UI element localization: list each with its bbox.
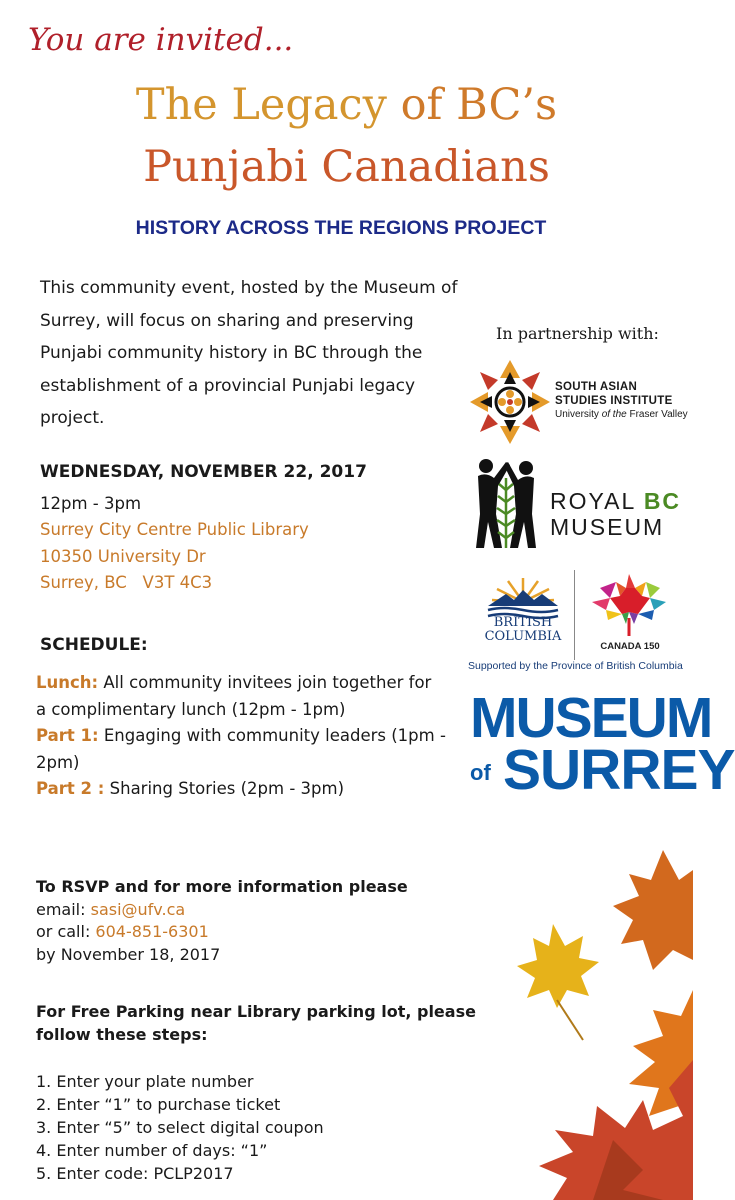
sasi-line2: STUDIES INSTITUTE [555,395,673,407]
title-line1-a: The Legacy [135,80,387,130]
parking-heading: For Free Parking near Library parking lot, please follow these steps: [36,1002,476,1044]
sasi-line3 [555,408,695,421]
british-columbia-sun-icon [484,576,562,620]
sasi-line3-b: of the [601,409,627,420]
sasi-logo-icon [468,358,552,446]
parking-step: 4. Enter number of days: “1” [36,1141,268,1160]
schedule-item-lunch [36,670,446,723]
phone-label: or call: [36,922,96,941]
event-time: 12pm - 3pm [40,494,142,513]
rbcm-museum: MUSEUM [550,514,665,540]
phone-link[interactable]: 604-851-6301 [95,922,209,941]
partnership-heading: In partnership with: [496,324,659,343]
logo-divider [574,570,575,660]
canada-150-label: CANADA 150 [600,641,660,652]
canada-150-leaf-icon [590,572,668,638]
sasi-line3-c: Fraser Valley [626,409,688,420]
schedule-item-part2 [36,776,446,803]
autumn-leaves-decoration [493,840,693,1200]
royal-bc-museum-figures-icon [472,456,540,551]
parking-step: 3. Enter “5” to select digital coupon [36,1118,324,1137]
bc-line2: COLUMBIA [484,629,562,644]
parking-steps [36,1070,476,1185]
bc-line1: BRITISH [493,615,553,630]
schedule-heading: SCHEDULE: [40,635,148,655]
venue-address: 10350 University Dr [40,546,206,566]
project-subtitle: HISTORY ACROSS THE REGIONS PROJECT [135,217,547,239]
schedule-label: Lunch: [36,673,99,692]
museum-of-surrey-of: of [470,760,491,785]
rsvp-phone-line [36,921,506,944]
schedule-list [36,670,446,803]
email-link[interactable]: sasi@ufv.ca [90,899,186,919]
royal-bc-museum-wordmark [550,488,681,540]
rsvp-email-line [36,899,506,922]
venue-city: Surrey, BC V3T 4C3 [40,573,213,592]
parking-step: 5. Enter code: PCLP2017 [36,1164,234,1183]
email-label: email: [36,899,91,919]
rbcm-royal: ROYAL [550,488,644,514]
schedule-text: Sharing Stories (2pm - 3pm) [104,779,345,798]
parking-step: 2. Enter “1” to purchase ticket [36,1095,281,1114]
title-line1-b: of BC’s [400,80,558,130]
schedule-label: Part 1: [36,726,99,745]
parking-heading-block [36,1000,506,1046]
event-date: WEDNESDAY, NOVEMBER 22, 2017 [40,462,367,482]
rbcm-line1 [550,488,681,514]
rsvp-deadline: by November 18, 2017 [36,944,221,964]
rsvp-heading: To RSVP and for more information please [36,877,408,896]
british-columbia-wordmark [468,616,578,644]
parking-step: 1. Enter your plate number [36,1072,254,1091]
event-location [40,517,309,597]
museum-of-surrey-line1: MUSEUM [470,686,712,750]
invitation-heading: You are invited... [28,22,294,58]
event-title [0,74,693,198]
rbcm-bc: BC [643,488,682,514]
sasi-wordmark [555,380,695,421]
rsvp-section [36,876,506,966]
title-line2: Punjabi Canadians [143,142,550,192]
schedule-text: Engaging with community leaders (1pm - 2pm) [36,726,446,772]
sasi-line1: SOUTH ASIAN [555,381,638,393]
schedule-item-part1 [36,723,446,776]
sasi-line3-a: University [555,409,602,420]
venue-name: Surrey City Centre Public Library [40,520,309,539]
intro-paragraph: This community event, hosted by the Museum of Surrey, will focus on sharing and preserving Punjabi community history in BC through the establishment of a provincial Punjabi legacy project. [40,278,458,428]
supported-by-text: Supported by the Province of British Columbia [468,660,683,672]
schedule-label: Part 2 : [36,779,105,798]
museum-of-surrey-line2: SURREY [503,738,735,802]
schedule-text: All community invitees join together for a complimentary lunch (12pm - 1pm) [36,673,432,719]
